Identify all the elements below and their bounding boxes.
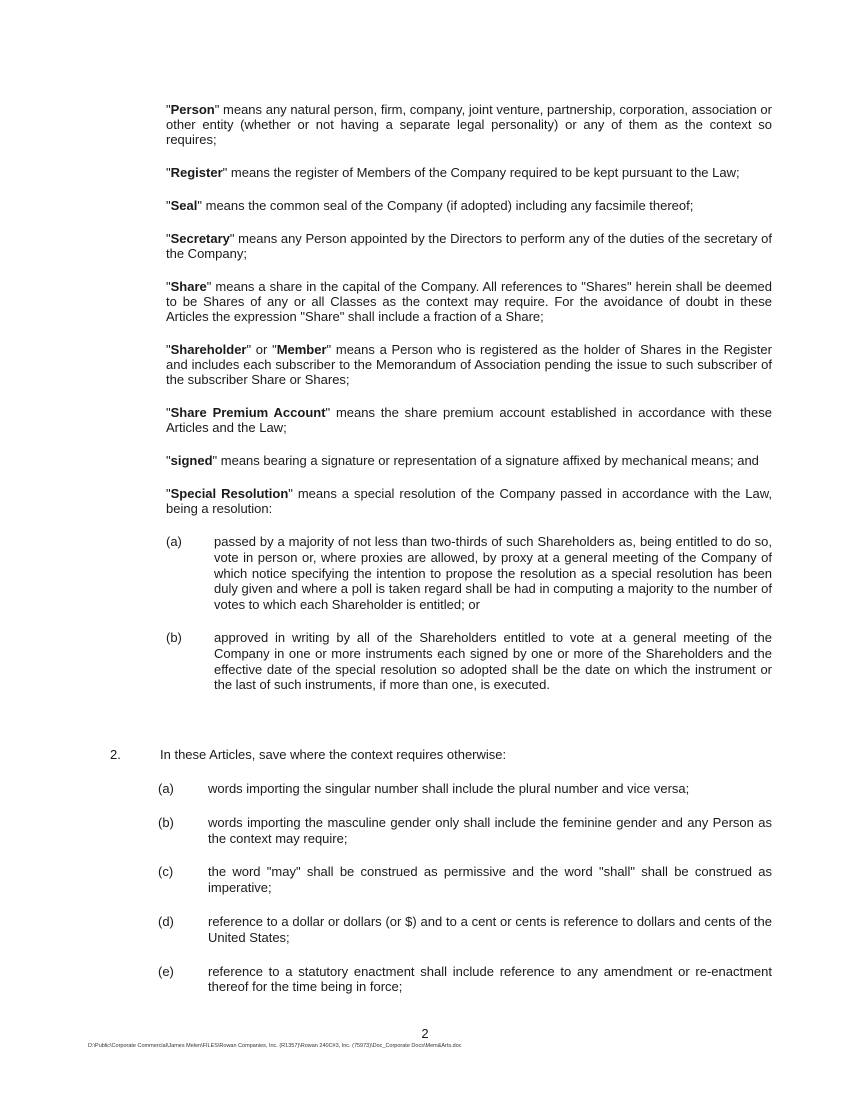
definition-text: means the register of Members of the Company required to be kept pursuant to the Law; [227,165,740,180]
list-item [158,964,772,996]
list-item-label: (b) [166,629,182,645]
definition-shareholder: "Shareholder" or "Member" means a Person who is registered as the holder of Shares in the Register and includes each subscriber to the Memorandum of Association pending the issue to such subscriber of the subscriber Share or Shares; [166,342,772,387]
definition-text: means a Person who is registered as the holder of Shares in the Register and includes each subscriber to the Memorandum of Association pending the issue to such subscriber of the subscriber Share or Shares; [166,342,772,387]
list-item [158,815,772,847]
list-item [158,781,772,797]
list-item-label: (d) [158,913,174,929]
defined-term: Secretary [170,231,230,246]
list-item-text: words importing the singular number shall include the plural number and vice versa; [208,781,690,796]
list-item-label: (c) [158,864,174,880]
definition-text: means the share premium account established in accordance with these Articles and the Law; [166,405,772,435]
list-item-text: passed by a majority of not less than two-thirds of such Shareholders as, being entitled to do so, vote in person or, where proxies are allowed, by proxy at a general meeting of the Company of which notice specifying the intention to propose the resolution as a special resolution has been duly given and where a poll is taken regard shall be had in computing a majority to the number of votes to which each Shareholder is entitled; or [214,534,772,613]
interpretation-list [158,781,772,995]
article-2 [110,747,772,1013]
defined-term: Share Premium Account [170,405,326,420]
list-item-label: (b) [158,814,174,830]
definition-text: means bearing a signature or representation of a signature affixed by mechanical means; and [217,453,759,468]
article-intro: In these Articles, save where the context requires otherwise: [160,747,507,762]
definition-seal: "Seal" means the common seal of the Company (if adopted) including any facsimile thereof; [166,198,694,213]
defined-term: Special Resolution [170,486,289,501]
definition-text: means any natural person, firm, company, joint venture, partnership, corporation, association or other entity (whether or not having a separate legal personality) or any of them as the context so requires; [166,102,772,147]
definition-share: "Share" means a share in the capital of the Company. All references to "Shares" herein shall be deemed to be Shares of any or all Classes as the context may require. For the avoidance of doubt in these Articles the expression "Share" shall include a fraction of a Share; [166,279,772,324]
list-item-label: (a) [158,781,174,796]
list-item-label: (e) [158,963,174,979]
defined-term: signed [170,453,213,468]
definition-share-premium-account: "Share Premium Account" means the share premium account established in accordance with these Articles and the Law; [166,405,772,435]
term-connector: or [251,342,273,357]
defined-term: Seal [170,198,198,213]
definition-special-resolution: "Special Resolution" means a special resolution of the Company passed in accordance with the Law, being a resolution: [166,486,772,516]
list-item-text: the word "may" shall be construed as permissive and the word "shall" shall be construed as imperative; [208,864,772,896]
definition-person: "Person" means any natural person, firm, company, joint venture, partnership, corporation, association or other entity (whether or not having a separate legal personality) or any of them as the context so requires; [166,102,772,147]
definition-text: means a share in the capital of the Company. All references to "Shares" herein shall be deemed to be Shares of any or all Classes as the context may require. For the avoidance of doubt in these Articles the expression "Share" shall include a fraction of a Share; [166,279,772,324]
defined-term: Share [170,279,207,294]
list-item-text: words importing the masculine gender only shall include the feminine gender and any Person as the context may require; [208,814,772,846]
list-item [166,630,772,693]
list-item-label: (a) [166,534,182,549]
definition-register: "Register" means the register of Members of the Company required to be kept pursuant to the Law; [166,165,740,180]
defined-term: Shareholder [170,342,247,357]
defined-term: Person [170,102,215,117]
list-item-text: reference to a dollar or dollars (or $) and to a cent or cents is reference to dollars and cents of the United States; [208,913,772,945]
page-number: 2 [421,1026,429,1041]
list-item-text: reference to a statutory enactment shall include reference to any amendment or re-enactment thereof for the time being in force; [208,963,772,995]
definition-text: means the common seal of the Company (if adopted) including any facsimile thereof; [202,198,694,213]
definition-secretary: "Secretary" means any Person appointed by the Directors to perform any of the duties of the secretary of the Company; [166,231,772,261]
list-item [158,914,772,946]
definition-signed: "signed" means bearing a signature or representation of a signature affixed by mechanical means; and [166,453,759,468]
defined-term: Register [170,165,223,180]
definition-text: means a special resolution of the Company passed in accordance with the Law, being a resolution: [166,486,772,516]
definition-text: means any Person appointed by the Directors to perform any of the duties of the secretary of the Company; [166,231,772,261]
definitions-section [166,102,772,710]
list-item-text: approved in writing by all of the Shareholders entitled to vote at a general meeting of the Company in one or more instruments each signed by one or more of the Shareholders and the effective date of the special resolution so adopted shall be the date on which the instrument or the last of such instruments, if more than one, is executed. [214,629,772,693]
article-number: 2. [110,747,121,762]
list-item [166,534,772,613]
defined-term: Member [276,342,327,357]
footer-file-path: D:\Public\Corporate Commercial\James Melen\FILES\Rowan Companies, Inc. (R1357)\Rowan 240C#3, Inc. (75973)\Doc_Corporate Docs\Mem&Arts.doc [88,1043,462,1049]
list-item [158,864,772,896]
